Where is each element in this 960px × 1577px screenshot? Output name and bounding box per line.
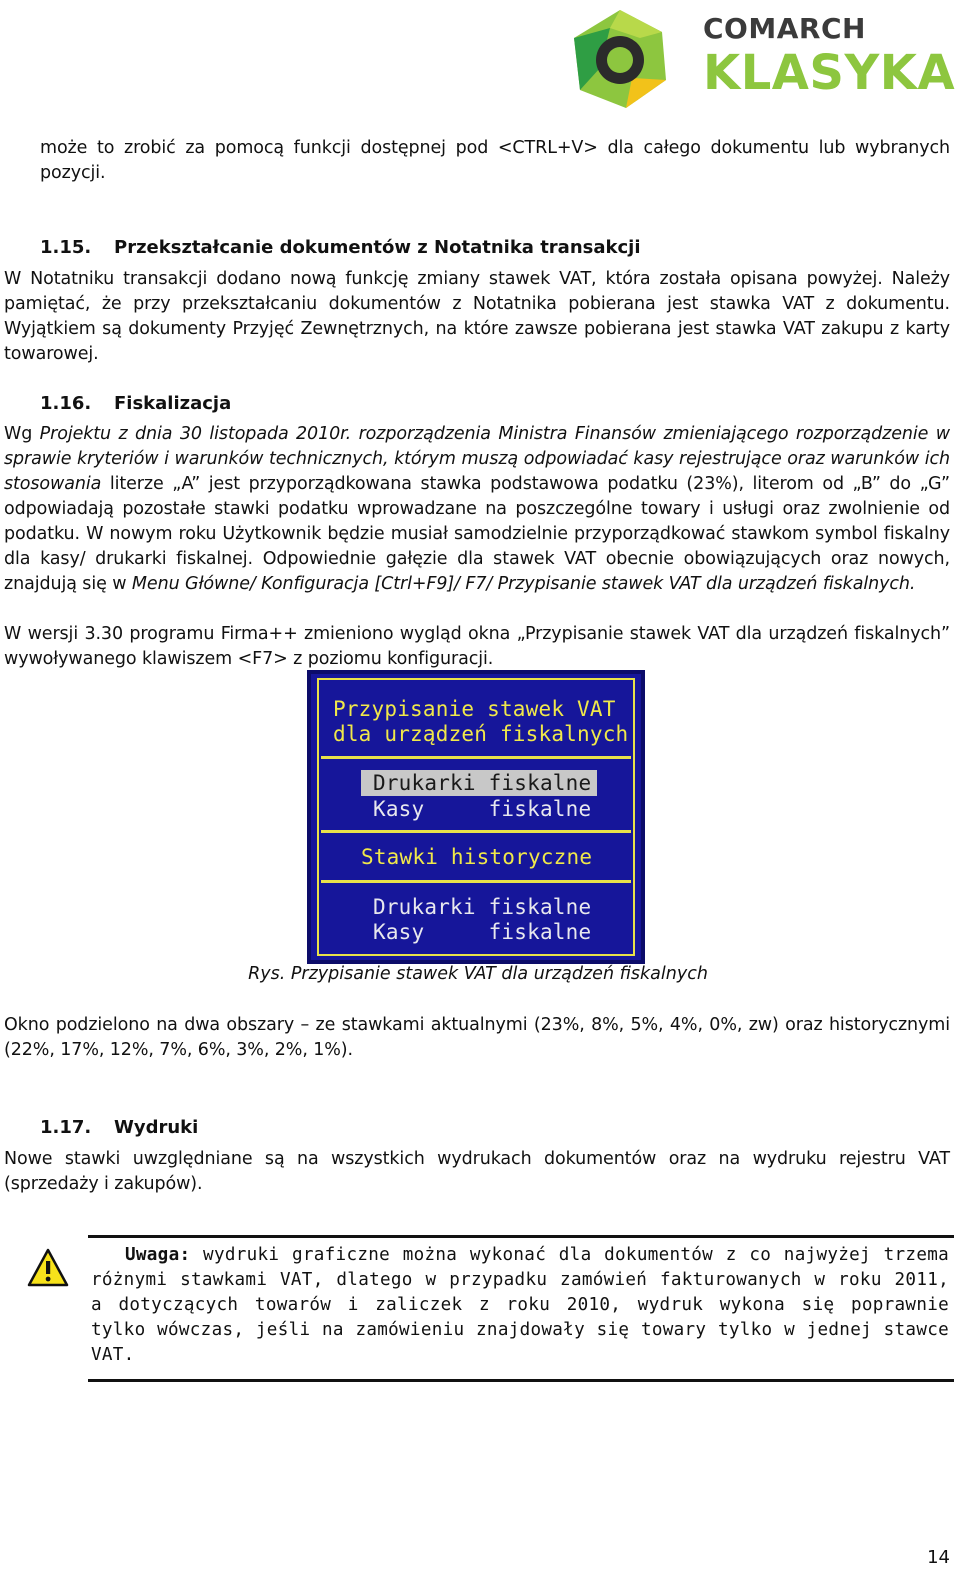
warning-bottom-rule bbox=[88, 1379, 954, 1382]
rates-paragraph: Okno podzielono na dwa obszary – ze stawkami aktualnymi (23%, 8%, 5%, 4%, 0%, zw) oraz historycznymi (22%, 17%, 12%, 7%, 6%, 3%, 2%, 1%). bbox=[4, 1015, 950, 1060]
separator bbox=[321, 830, 631, 833]
history-header: Stawki historyczne bbox=[361, 845, 593, 869]
section-heading-1-15 bbox=[40, 236, 640, 260]
regulation-reference: Projektu z dnia 30 listopada 2010r. rozporządzenia Ministra Finansów zmieniającego rozporządzenie w sprawie kryteriów i warunków technicznych, którym muszą odpowiadać kasy rejestrujące oraz warunków ich stosowania bbox=[4, 424, 950, 494]
body-pre: Wg bbox=[4, 424, 40, 444]
window-title-line2: dla urządzeń fiskalnych bbox=[333, 722, 629, 746]
menu-item-history-registers[interactable]: Kasy fiskalne bbox=[373, 920, 592, 944]
window-title-line1: Przypisanie stawek VAT bbox=[333, 697, 616, 721]
section-1-16-body bbox=[4, 422, 950, 597]
section-title: Wydruki bbox=[114, 1117, 199, 1138]
figure-caption: Rys. Przypisanie stawek VAT dla urządzeń fiskalnych bbox=[248, 964, 708, 984]
comarch-klasyka-logo bbox=[570, 8, 956, 110]
menu-path: Menu Główne/ Konfiguracja [Ctrl+F9]/ F7/ Przypisanie stawek VAT dla urządzeń fiskalnych. bbox=[131, 574, 916, 594]
logo-brand-text: COMARCH bbox=[703, 12, 866, 45]
warning-text: wydruki graficzne można wykonać dla dokumentów z co najwyżej trzema różnymi stawkami VAT, dlatego w przypadku zamówień fakturowanych w roku 2011, a dotyczących towarów i zaliczek z roku 2010, wydruk wykona się poprawnie tylko wówczas, jeśli na zamówieniu znajdowały się towary tylko w jednej stawce VAT. bbox=[91, 1245, 949, 1365]
menu-item-current-registers[interactable]: Kasy fiskalne bbox=[373, 797, 592, 821]
section-number: 1.15. bbox=[40, 237, 92, 258]
section-heading-1-17 bbox=[40, 1116, 198, 1140]
section-title: Przekształcanie dokumentów z Notatnika transakcji bbox=[114, 237, 641, 258]
body-mid: literze „A” jest przyporządkowana stawka podstawowa podatku (23%), literom od „B” do „G” odpowiadają pozostałe stawki podatku wprowadzane na poszczególne towary i usługi oraz zwolnienie od podatku. W nowym roku Użytkownik będzie musiał samodzielnie przyporządkować stawkom symbol fiskalny dla kasy/ drukarki fiskalnej. Odpowiednie gałęzie dla stawek VAT obecnie obowiązujących oraz nowych, znajdują się w bbox=[4, 474, 950, 594]
section-heading-1-16 bbox=[40, 392, 231, 416]
section-number: 1.17. bbox=[40, 1117, 92, 1138]
separator bbox=[321, 756, 631, 759]
logo-product-text: KLASYKA bbox=[703, 45, 956, 101]
section-1-17-body: Nowe stawki uwzględniane są na wszystkich wydrukach dokumentów oraz na wydruku rejestru VAT (sprzedaży i zakupów). bbox=[4, 1149, 950, 1194]
section-title: Fiskalizacja bbox=[114, 393, 232, 414]
menu-item-label: Drukarki fiskalne bbox=[373, 771, 592, 795]
warning-top-rule bbox=[88, 1235, 954, 1238]
menu-item-current-printers[interactable] bbox=[361, 770, 597, 796]
intro-paragraph: może to zrobić za pomocą funkcji dostępnej pod <CTRL+V> dla całego dokumentu lub wybranych pozycji. bbox=[40, 138, 950, 183]
section-number: 1.16. bbox=[40, 393, 92, 414]
warning-note bbox=[91, 1243, 949, 1368]
section-1-16-body2: W wersji 3.30 programu Firma++ zmieniono wygląd okna „Przypisanie stawek VAT dla urządzeń fiskalnych” wywoływanego klawiszem <F7> z poziomu konfiguracji. bbox=[4, 624, 950, 669]
section-1-15-body: W Notatniku transakcji dodano nową funkcję zmiany stawek VAT, która została opisana powyżej. Należy pamiętać, że przy przekształcaniu dokumentów z Notatnika pobierana jest stawka VAT z dokumentu. Wyjątkiem są dokumenty Przyjęć Zewnętrznych, na które zawsze pobierana jest stawka VAT zakupu z karty towarowej. bbox=[4, 269, 950, 364]
vat-assignment-window bbox=[307, 670, 645, 964]
menu-item-history-printers[interactable]: Drukarki fiskalne bbox=[373, 895, 592, 919]
page-number: 14 bbox=[927, 1547, 950, 1568]
warning-icon bbox=[27, 1248, 69, 1288]
separator bbox=[321, 880, 631, 883]
logo-icon bbox=[570, 8, 670, 110]
warning-label: Uwaga: bbox=[125, 1245, 191, 1265]
